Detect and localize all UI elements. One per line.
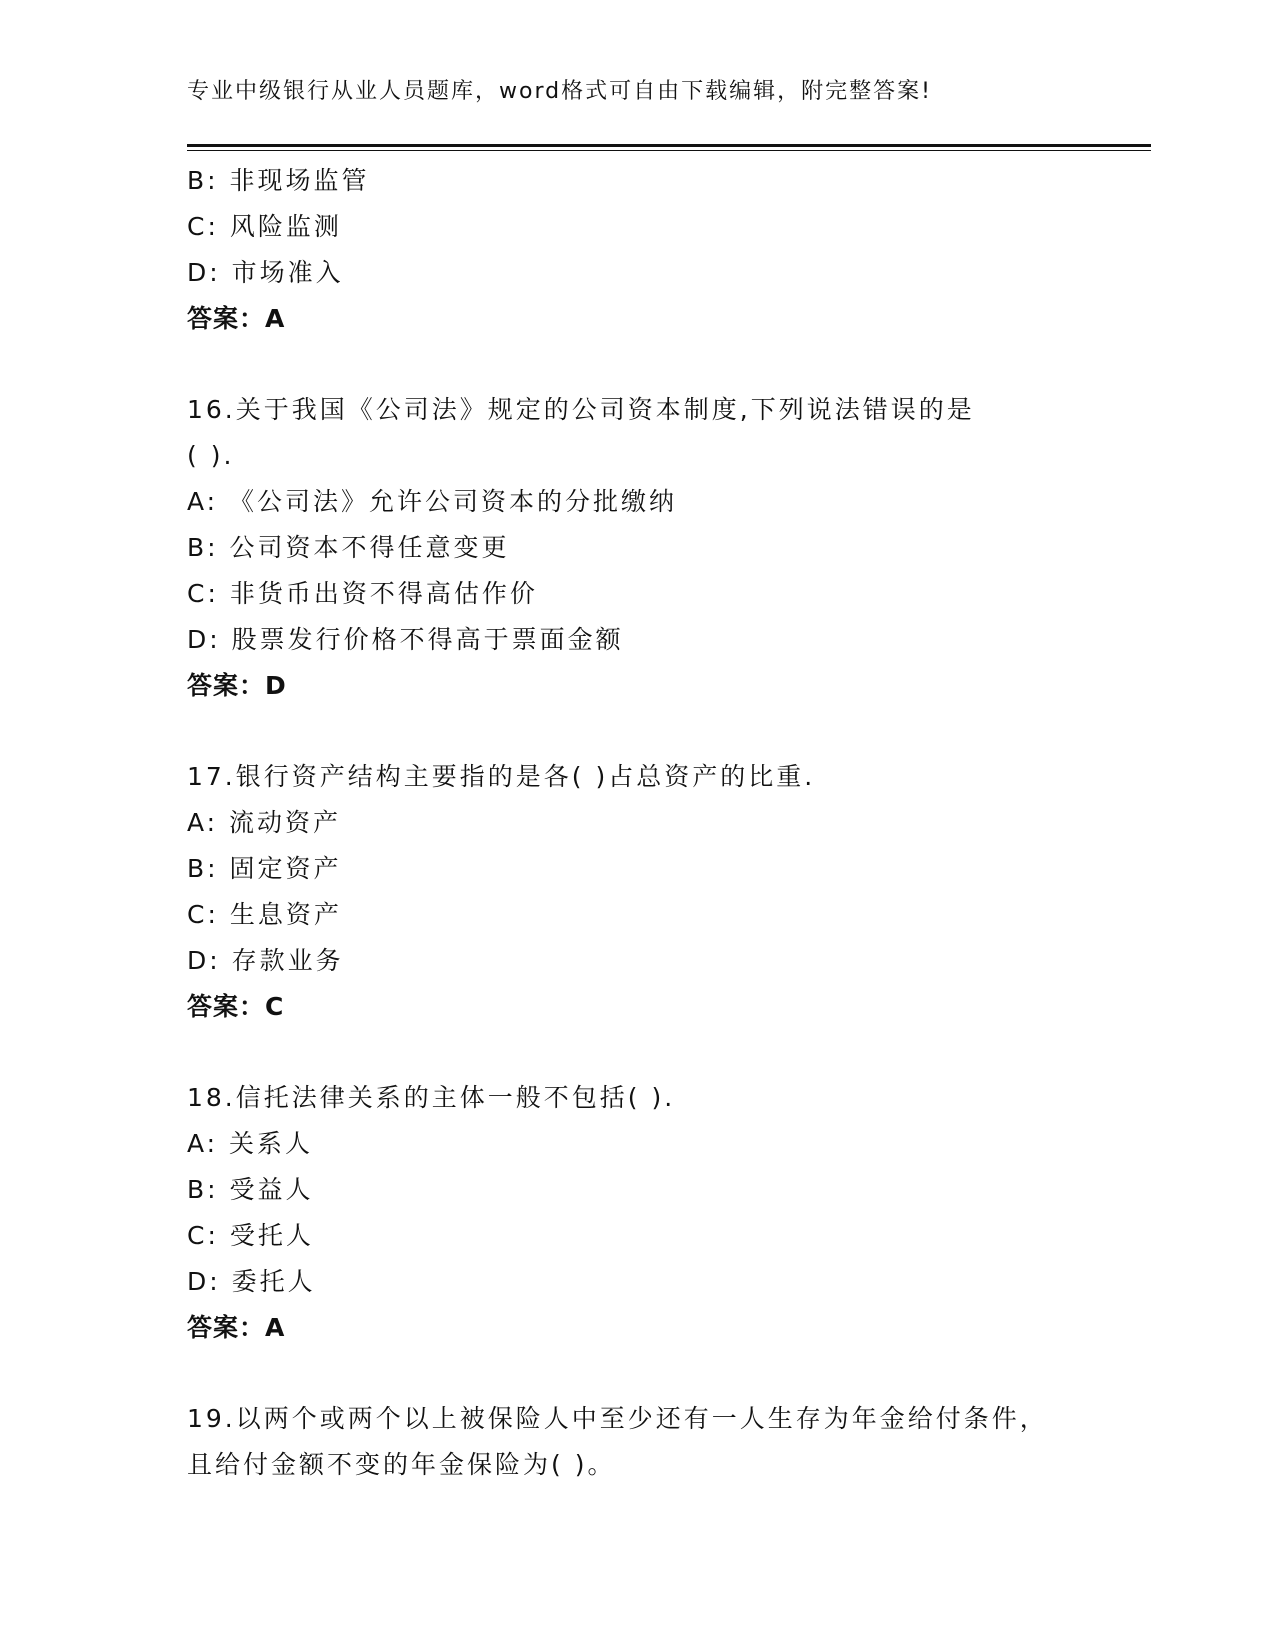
spacer [187, 709, 1147, 754]
question-content [187, 158, 1147, 1488]
answer-line: 答案：A [187, 1313, 286, 1342]
option-line: B: 公司资本不得任意变更 [187, 533, 510, 562]
question-19 [187, 1396, 1147, 1488]
option-line: C: 风险监测 [187, 212, 342, 241]
question-18 [187, 1075, 1147, 1351]
question-stem: 17.银行资产结构主要指的是各( )占总资产的比重. [187, 762, 816, 791]
question-stem: 16.关于我国《公司法》规定的公司资本制度,下列说法错误的是 [187, 395, 975, 424]
question-stem: ( ). [187, 441, 235, 470]
question-stem: 且给付金额不变的年金保险为( )。 [187, 1450, 616, 1479]
question-stem: 18.信托法律关系的主体一般不包括( ). [187, 1083, 676, 1112]
question-17 [187, 754, 1147, 1030]
option-line: D: 股票发行价格不得高于票面金额 [187, 625, 624, 654]
header-rule-thick [187, 144, 1151, 147]
option-line: B: 非现场监管 [187, 166, 370, 195]
page-header: 专业中级银行从业人员题库，word格式可自由下载编辑，附完整答案! [187, 79, 932, 104]
prev-question-tail [187, 158, 1147, 342]
spacer [187, 342, 1147, 387]
answer-line: 答案：C [187, 992, 285, 1021]
option-line: D: 存款业务 [187, 946, 344, 975]
option-line: B: 受益人 [187, 1175, 314, 1204]
spacer [187, 1030, 1147, 1075]
header-rule-thin [187, 150, 1151, 151]
option-line: C: 受托人 [187, 1221, 314, 1250]
option-line: C: 生息资产 [187, 900, 342, 929]
question-stem: 19.以两个或两个以上被保险人中至少还有一人生存为年金给付条件， [187, 1404, 1048, 1433]
option-line: A: 关系人 [187, 1129, 314, 1158]
option-line: D: 市场准入 [187, 258, 344, 287]
question-16 [187, 387, 1147, 709]
option-line: C: 非货币出资不得高估作价 [187, 579, 538, 608]
answer-line: 答案：A [187, 304, 286, 333]
spacer [187, 1351, 1147, 1396]
option-line: D: 委托人 [187, 1267, 316, 1296]
answer-line: 答案：D [187, 671, 287, 700]
option-line: B: 固定资产 [187, 854, 342, 883]
option-line: A: 《公司法》允许公司资本的分批缴纳 [187, 487, 678, 516]
option-line: A: 流动资产 [187, 808, 342, 837]
